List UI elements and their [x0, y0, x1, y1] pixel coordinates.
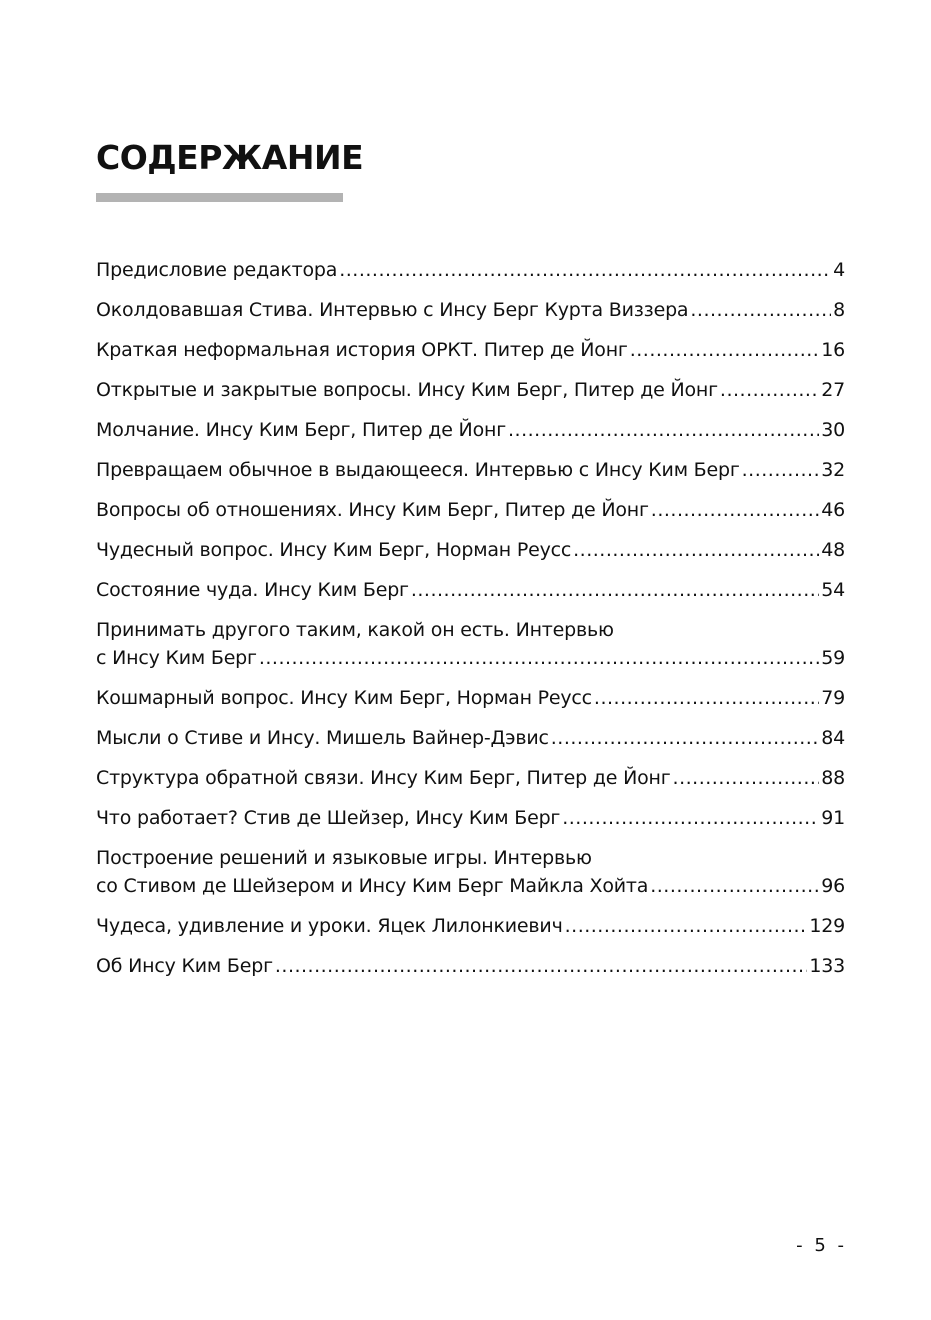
toc-entry-page: 59 [821, 647, 845, 669]
toc-entry[interactable] [96, 456, 845, 484]
toc-entry-page: 129 [809, 915, 845, 937]
toc-entry[interactable] [96, 804, 845, 832]
toc-entry-page: 48 [821, 539, 845, 561]
toc-entry[interactable] [96, 296, 845, 324]
toc-entry[interactable] [96, 376, 845, 404]
dot-leader [594, 684, 819, 712]
toc-entry-page: 91 [821, 807, 845, 829]
toc-entry-page: 79 [821, 687, 845, 709]
toc-entry-page: 96 [821, 875, 845, 897]
toc-entry-title: Открытые и закрытые вопросы. Инсу Ким Берг, Питер де Йонг [96, 379, 718, 401]
toc-entry-title: Структура обратной связи. Инсу Ким Берг, Питер де Йонг [96, 767, 671, 789]
toc-entry-title: Чудеса, удивление и уроки. Яцек Лилонкиевич [96, 915, 563, 937]
toc-entry-title: Состояние чуда. Инсу Ким Берг [96, 579, 409, 601]
dot-leader [339, 256, 831, 284]
toc-entry-title: Мысли о Стиве и Инсу. Мишель Вайнер-Дэвис [96, 727, 549, 749]
toc-entry[interactable] [96, 952, 845, 980]
toc-entry-title: с Инсу Ким Берг [96, 647, 257, 669]
dot-leader [650, 872, 819, 900]
toc-entry-title: Что работает? Стив де Шейзер, Инсу Ким Берг [96, 807, 561, 829]
dot-leader [551, 724, 819, 752]
toc-entry-page: 30 [821, 419, 845, 441]
title-underline [96, 193, 343, 202]
toc-entry[interactable] [96, 256, 845, 284]
toc-entry-title: Околдовавшая Стива. Интервью с Инсу Берг Курта Виззера [96, 299, 689, 321]
toc-entry-title-line: Принимать другого таким, какой он есть. Интервью [96, 619, 614, 641]
dot-leader [720, 376, 819, 404]
toc-entry-title: Кошмарный вопрос. Инсу Ким Берг, Норман Реусс [96, 687, 592, 709]
dot-leader [630, 336, 820, 364]
toc-entry-page: 133 [809, 955, 845, 977]
toc-entry-page: 54 [821, 579, 845, 601]
toc-entry-title: Вопросы об отношениях. Инсу Ким Берг, Питер де Йонг [96, 499, 649, 521]
toc-entry[interactable] [96, 416, 845, 444]
dot-leader [673, 764, 820, 792]
toc-entry[interactable] [96, 724, 845, 752]
dot-leader [259, 644, 819, 672]
dot-leader [562, 804, 819, 832]
page-title: СОДЕРЖАНИЕ [96, 138, 364, 177]
toc-entry-page: 4 [833, 259, 845, 281]
toc-entry[interactable] [96, 536, 845, 564]
toc-entry[interactable] [96, 844, 845, 900]
toc-entry-title: со Стивом де Шейзером и Инсу Ким Берг Майкла Хойта [96, 875, 649, 897]
dot-leader [565, 912, 808, 940]
toc-entry-title: Краткая неформальная история ОРКТ. Питер де Йонг [96, 339, 628, 361]
table-of-contents [96, 256, 845, 992]
toc-entry-title: Превращаем обычное в выдающееся. Интервью с Инсу Ким Берг [96, 459, 740, 481]
toc-entry-page: 84 [821, 727, 845, 749]
dot-leader [573, 536, 819, 564]
toc-entry[interactable] [96, 764, 845, 792]
toc-entry[interactable] [96, 684, 845, 712]
toc-entry-title: Молчание. Инсу Ким Берг, Питер де Йонг [96, 419, 506, 441]
toc-entry[interactable] [96, 496, 845, 524]
dot-leader [742, 456, 820, 484]
dot-leader [651, 496, 819, 524]
toc-entry-title: Об Инсу Ким Берг [96, 955, 273, 977]
toc-entry-title: Предисловие редактора [96, 259, 338, 281]
dot-leader [690, 296, 831, 324]
toc-entry[interactable] [96, 912, 845, 940]
dot-leader [508, 416, 819, 444]
toc-entry-page: 27 [821, 379, 845, 401]
dot-leader [411, 576, 819, 604]
page-number: - 5 - [796, 1235, 847, 1256]
toc-entry-title: Чудесный вопрос. Инсу Ким Берг, Норман Реусс [96, 539, 572, 561]
toc-entry[interactable] [96, 336, 845, 364]
toc-entry[interactable] [96, 576, 845, 604]
toc-entry[interactable] [96, 616, 845, 672]
toc-entry-page: 46 [821, 499, 845, 521]
toc-entry-page: 16 [821, 339, 845, 361]
dot-leader [275, 952, 807, 980]
toc-entry-page: 8 [833, 299, 845, 321]
toc-entry-page: 32 [821, 459, 845, 481]
toc-entry-title-line: Построение решений и языковые игры. Интервью [96, 847, 592, 869]
toc-entry-page: 88 [821, 767, 845, 789]
